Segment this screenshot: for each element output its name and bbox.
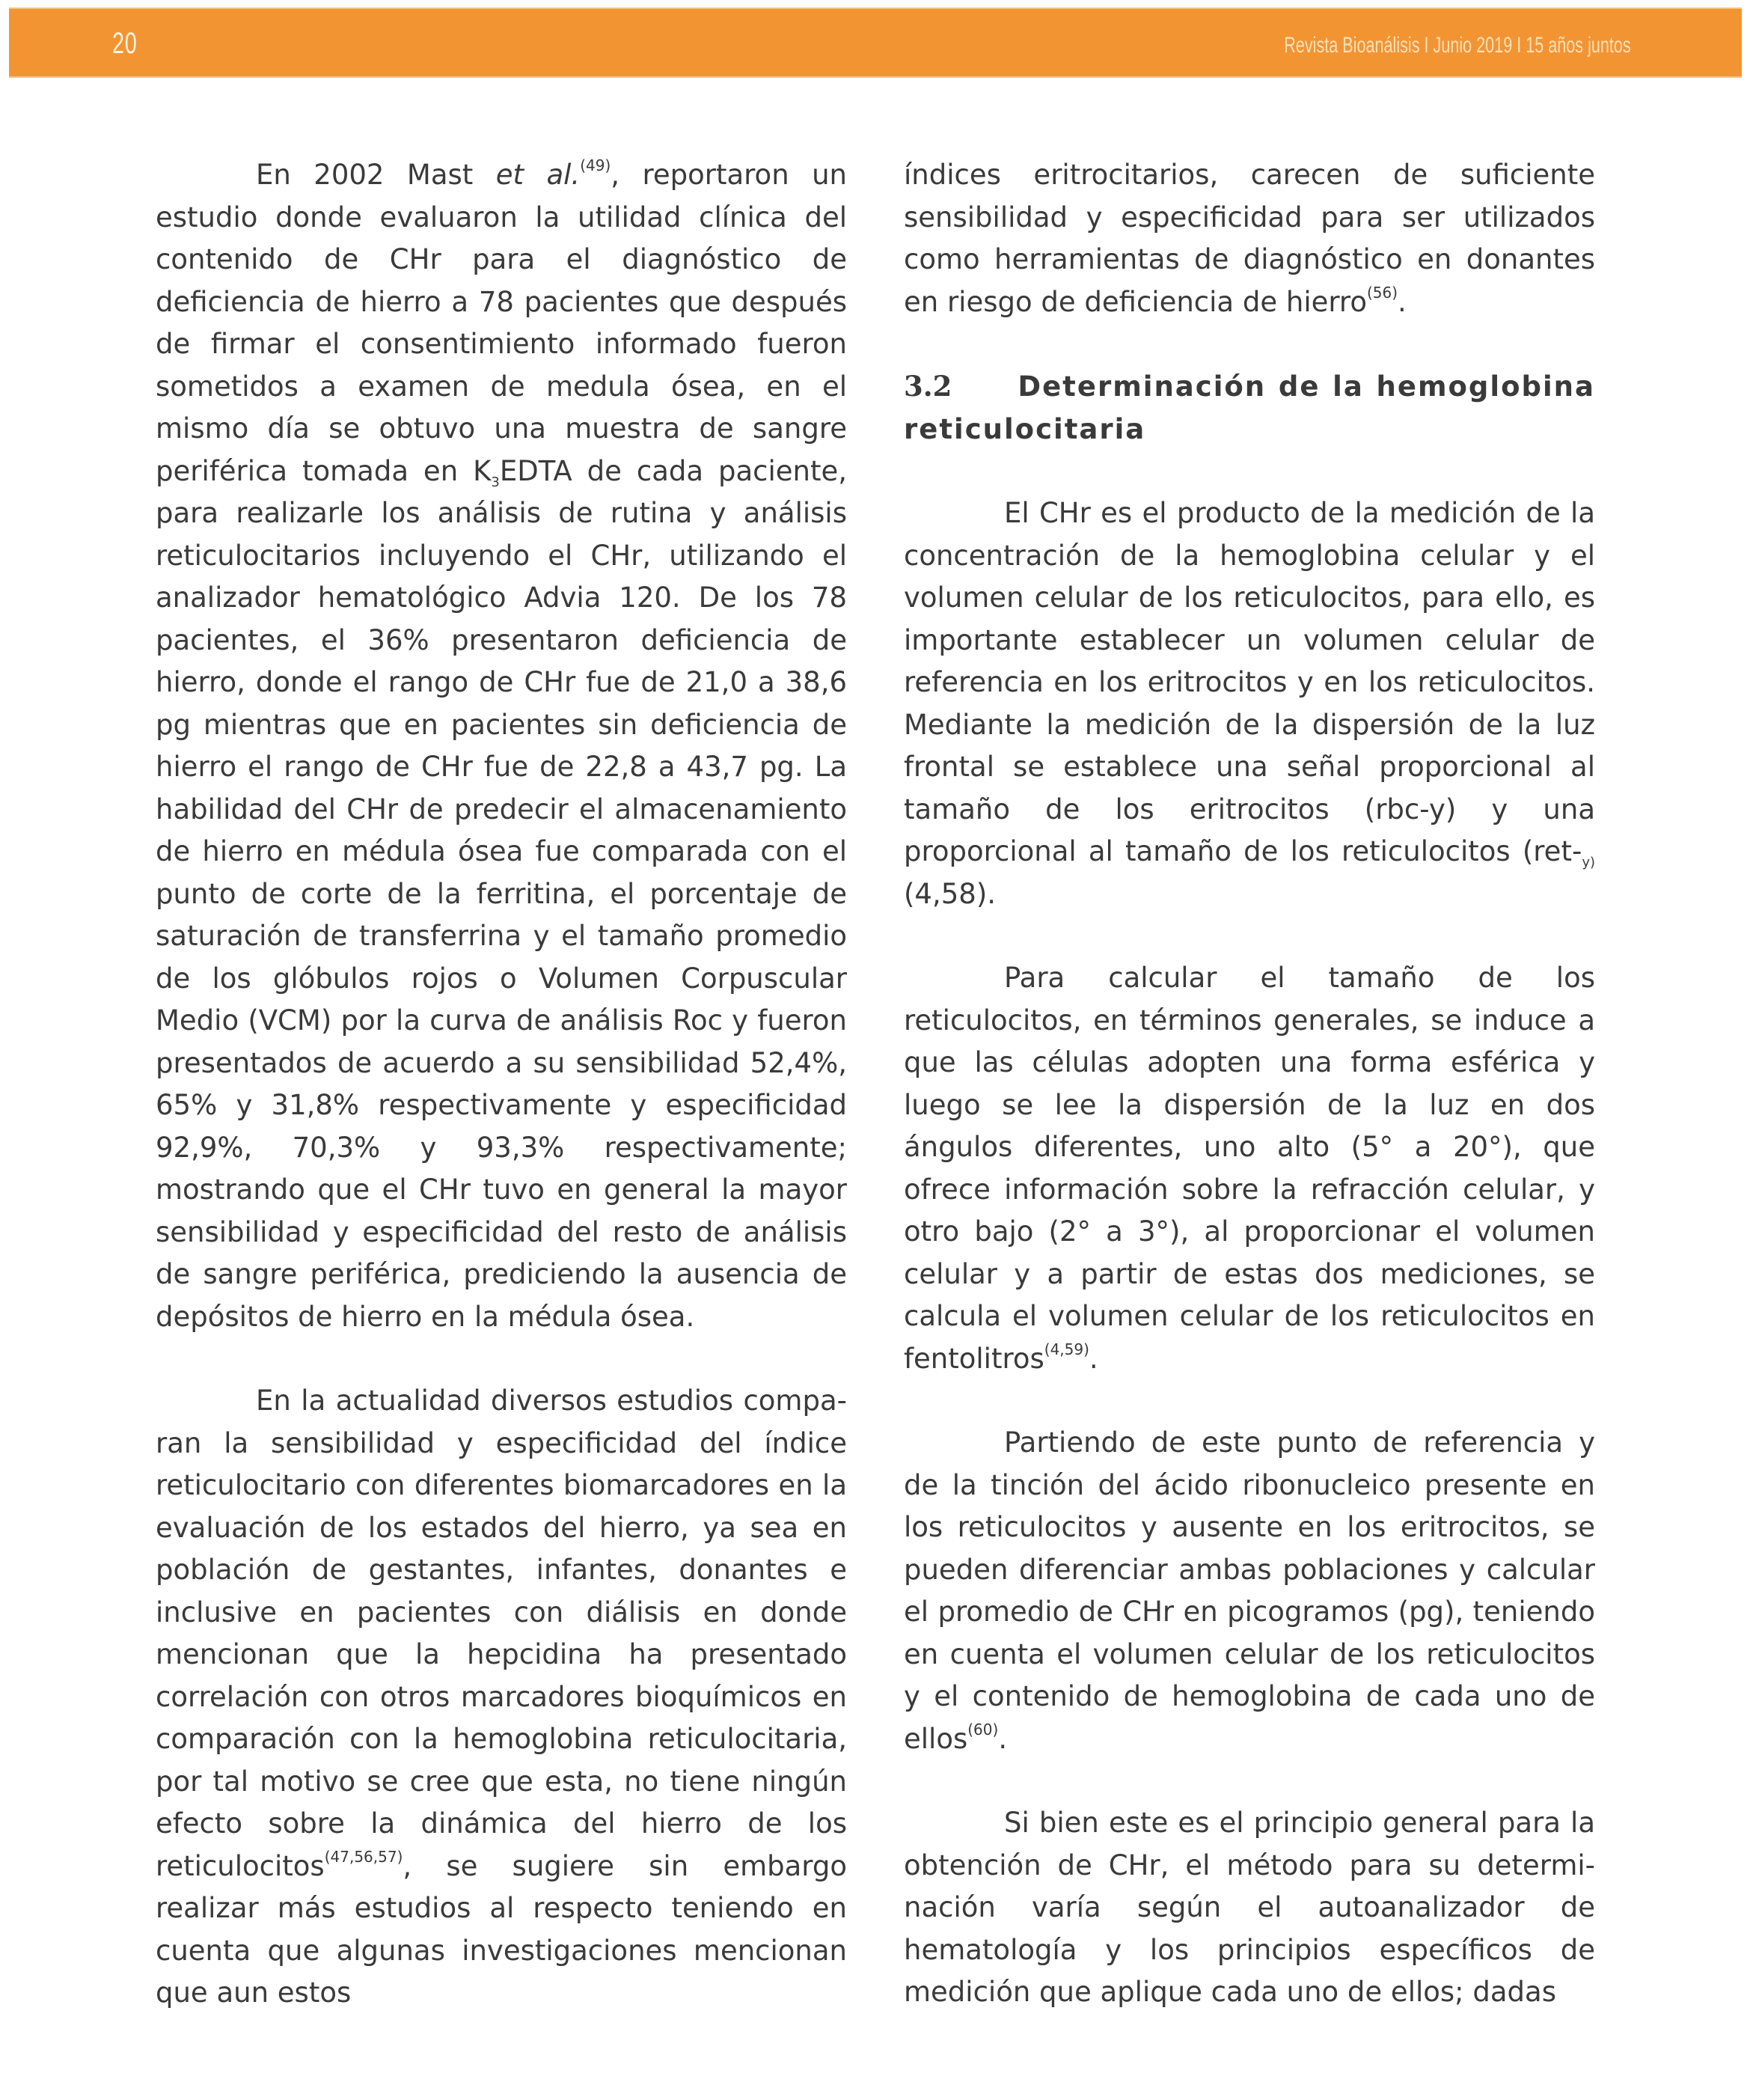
paragraph-gap <box>904 323 1595 365</box>
text-run: . <box>1089 1342 1098 1375</box>
text-run: . <box>1398 285 1407 318</box>
paragraph-gap <box>904 451 1595 492</box>
citation-ref: (4,59) <box>1044 1340 1089 1358</box>
text-run: En la actualidad diversos estudios comparan la sensibilidad y especificidad del índice reticulocitario con diferentes biomarcadores en la evaluación de los estados del hierro, ya sea en población de gestantes, infantes, donantes e inclusive en pacientes con diálisis en donde mencionan que la hepcidina ha presentado correlación con otros marcadores bioquímicos en comparación con la hemoglobina reticulocitaria, por tal motivo se cree que esta, no tiene ningún efecto sobre la dinámica del hierro de los reticulocitos <box>156 1385 847 1882</box>
paragraph-reticulocyte-size <box>904 957 1595 1380</box>
text-run: (4,58) <box>904 877 988 910</box>
citation-ref: (49) <box>580 156 611 174</box>
text-run: Para calcular el tamaño de los reticulocitos, en términos generales, se induce a que las células adopten una forma esférica y luego se lee la dispersión de la luz en dos ángulos diferentes, uno alto (5° a 20°), que ofrece información sobre la refracción celular, y otro bajo (2° a 3°), al proporcionar el volumen celular y a partir de estas dos mediciones, se calcula el volumen celular de los reticulocitos en fentolitros <box>904 962 1595 1375</box>
right-column <box>904 154 1595 2014</box>
running-title: Revista Bioanálisis I Junio 2019 I 15 años juntos <box>1284 33 1631 58</box>
text-run: . <box>987 877 997 910</box>
text-run: EDTA de cada paciente, para realizarle los análisis de rutina y análisis reticulocitarios incluyendo el CHr, utilizando el analizador hematológico Advia 120. De los 78 pacientes, el 36% presentaron deficiencia de hierro, donde el rango de CHr fue de 21,0 a 38,6 pg mientras que en pacientes sin deficiencia de hierro el rango de CHr fue de 22,8 a 43,7 pg. La habilidad del CHr de predecir el almacenamiento de hierro en médula ósea fue comparada con el punto de corte de la ferritina, el porcentaje de saturación de transferrina y el tamaño promedio de los glóbulos rojos o Volumen Corpuscular Medio (VCM) por la curva de análisis Roc y fueron presentados de acuerdo a su sensibilidad 52,4%, 65% y 31,8% respectivamente y especificidad 92,9%, 70,3% y 93,3% respectivamente; mostrando que el CHr tuvo en general la mayor sensibilidad y especificidad del resto de análisis de sangre periférica, prediciendo la ausencia de depósitos de hierro en la médula ósea. <box>156 454 847 1333</box>
text-run: Partiendo de este punto de referencia y de la tinción del ácido ribonucleico presente en los reticulocitos y ausente en los eritrocitos, se pueden diferenciar ambas poblaciones y calcular el promedio de CHr en picogramos (pg), teniendo en cuenta el volumen celular de los reticulocitos y el contenido de hemoglobina de cada uno de ellos <box>904 1426 1595 1755</box>
left-column <box>156 154 847 2015</box>
text-run: . <box>998 1722 1008 1755</box>
section-number: 3.2 <box>904 370 952 403</box>
paragraph-gap <box>156 1338 847 1380</box>
paragraph-rna-staining <box>904 1422 1595 1760</box>
italic-et-al: et al. <box>495 159 581 191</box>
citation-ref: (47,56,57) <box>324 1847 403 1866</box>
text-run: índices eritrocitarios, carecen de suficiente sensibilidad y especificidad para ser utilizados como herramientas de diagnóstico en donantes en riesgo de deficiencia de hierro <box>904 159 1595 318</box>
text-run: , se sugiere sin embargo realizar más estudios al respecto teniendo en cuenta que algunas investigaciones mencionan que aun estos <box>156 1849 847 2009</box>
text-run: En 2002 Mast <box>256 159 496 191</box>
paragraph-method-varies <box>904 1802 1595 2014</box>
paragraph-gap <box>904 1760 1595 1802</box>
section-title: Determinación de la hemoglobina reticulocitaria <box>904 370 1595 445</box>
paragraph-chr-definition <box>904 492 1595 915</box>
citation-ref: (60) <box>967 1720 999 1739</box>
text-run: , reportaron un estudio donde evaluaron la utilidad clínica del contenido de CHr para el diagnóstico de deficiencia de hierro a 78 pacientes que después de firmar el consentimiento informado fueron sometidos a examen de medula ósea, en el mismo día se obtuvo una muestra de sangre periférica tomada en K <box>156 159 848 487</box>
paragraph-gap <box>904 1380 1595 1422</box>
citation-ref: (56) <box>1366 283 1398 302</box>
section-heading <box>904 365 1595 451</box>
paragraph-gap <box>904 915 1595 957</box>
header-bar <box>9 7 1742 78</box>
paragraph-mast-study <box>156 154 847 1338</box>
subscript: 3 <box>491 474 500 490</box>
paragraph-continuation <box>904 154 1595 323</box>
text-run: Si bien este es el principio general para la obtención de CHr, el método para su determinación varía según el autoanalizador de hematología y los principios específicos de medición que aplique cada uno de ellos; dadas <box>904 1807 1595 2008</box>
page-number: 20 <box>112 27 138 60</box>
paragraph-current-studies <box>156 1380 847 2015</box>
text-run: El CHr es el producto de la medición de la concentración de la hemoglobina celular y el volumen celular de los reticulocitos, para ello, es importante establecer un volumen celular de referencia en los eritrocitos y en los reticulocitos. Mediante la medición de la dispersión de la luz frontal se establece una señal proporcional al tamaño de los eritrocitos (rbc-y) y una proporcional al tamaño de los reticulocitos (ret- <box>904 497 1595 867</box>
subscript: y) <box>1582 855 1595 870</box>
